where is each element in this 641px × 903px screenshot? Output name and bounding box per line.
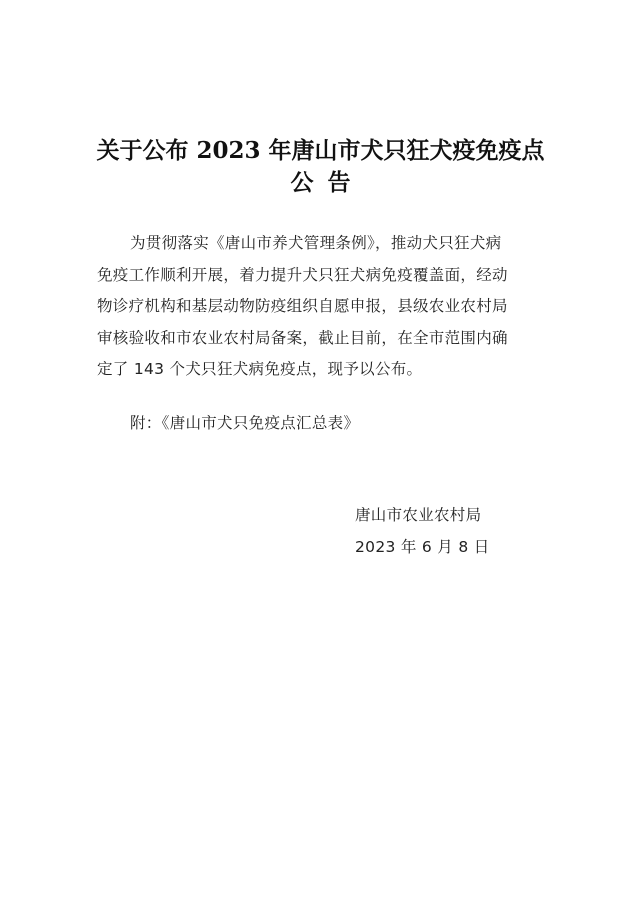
paragraph-line: 审核验收和市农业农村局备案，截止目前，在全市范围内确 bbox=[97, 328, 508, 347]
notice-body-paragraph bbox=[97, 228, 547, 386]
attachment-note: 附：《唐山市犬只免疫点汇总表》 bbox=[130, 414, 360, 432]
paragraph-line: 为贯彻落实《唐山市养犬管理条例》，推动犬只狂犬病 bbox=[130, 234, 502, 252]
paragraph-line: 免疫工作顺利开展，着力提升犬只狂犬病免疫覆盖面，经动 bbox=[97, 265, 508, 284]
paragraph-line: 定了 143 个犬只狂犬病免疫点，现予以公布。 bbox=[97, 360, 423, 378]
signature-organization: 唐山市农业农村局 bbox=[355, 506, 482, 524]
notice-title: 关于公布 2023 年唐山市犬只狂犬疫免疫点 bbox=[96, 137, 545, 164]
paragraph-line: 物诊疗机构和基层动物防疫组织自愿申报，县级农业农村局 bbox=[97, 297, 508, 315]
notice-title-subtitle: 公告 bbox=[290, 169, 365, 196]
signature-date: 2023 年 6 月 8 日 bbox=[355, 538, 490, 556]
